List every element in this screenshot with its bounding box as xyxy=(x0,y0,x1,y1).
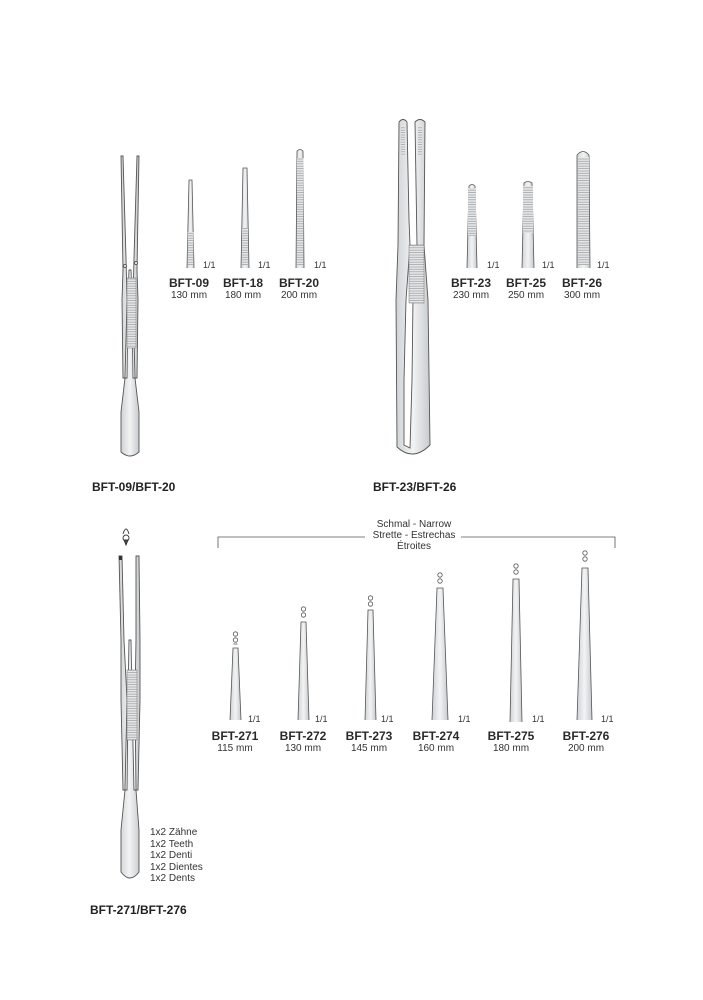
scale-label-bft274: 1/1 xyxy=(458,714,471,724)
product-item-bft23 xyxy=(444,276,498,301)
forceps-illustration-bft09-20 xyxy=(121,156,139,456)
scale-label-bft26: 1/1 xyxy=(597,260,610,270)
product-length: 180 mm xyxy=(224,290,262,301)
narrow-header-line2: Strette - Estrechas xyxy=(372,530,456,541)
product-length: 300 mm xyxy=(563,290,601,301)
scale-label-bft20: 1/1 xyxy=(314,260,327,270)
teeth-note-it: 1x2 Denti xyxy=(150,850,193,861)
scale-label-bft09: 1/1 xyxy=(203,260,216,270)
scale-label-bft23: 1/1 xyxy=(487,260,500,270)
tip-illustration-bft23 xyxy=(467,185,477,269)
tip-illustration-bft276 xyxy=(577,551,592,720)
tip-illustration-bft25 xyxy=(522,182,534,269)
product-code: BFT-273 xyxy=(345,729,393,743)
narrow-header-line3: Étroites xyxy=(397,541,431,552)
product-item-bft274 xyxy=(406,729,466,754)
tip-illustration-bft274 xyxy=(432,573,448,720)
tip-illustration-bft272 xyxy=(298,607,309,720)
tip-illustration-bft273 xyxy=(365,596,376,720)
product-item-bft271 xyxy=(205,729,265,754)
product-code: BFT-25 xyxy=(505,276,546,290)
product-length: 115 mm xyxy=(217,743,253,754)
narrow-header xyxy=(360,519,468,552)
product-item-bft275 xyxy=(481,729,541,754)
teeth-note xyxy=(150,827,203,885)
product-code: BFT-23 xyxy=(450,276,491,290)
product-item-bft20 xyxy=(272,276,326,301)
narrow-header-line1: Schmal - Narrow xyxy=(376,519,452,530)
scale-label-bft275: 1/1 xyxy=(532,714,545,724)
product-length: 180 mm xyxy=(492,743,530,754)
tip-illustration-bft271 xyxy=(230,632,241,720)
teeth-note-en: 1x2 Teeth xyxy=(150,838,194,850)
scale-label-bft18: 1/1 xyxy=(258,260,271,270)
product-length: 130 mm xyxy=(170,290,208,301)
product-length: 145 mm xyxy=(350,743,388,754)
product-code: BFT-271 xyxy=(211,729,259,743)
scale-label-bft273: 1/1 xyxy=(381,714,394,724)
product-code: BFT-275 xyxy=(487,729,535,743)
teeth-detail-icon xyxy=(123,529,129,545)
scale-label-bft272: 1/1 xyxy=(315,714,328,724)
product-code: BFT-09 xyxy=(168,276,209,290)
forceps-illustration-bft23-26 xyxy=(396,120,430,455)
product-length: 250 mm xyxy=(507,290,545,301)
scale-label-bft25: 1/1 xyxy=(542,260,555,270)
tip-illustration-bft20 xyxy=(296,150,304,269)
product-item-bft25 xyxy=(499,276,553,301)
product-length: 200 mm xyxy=(567,743,605,754)
product-item-bft26 xyxy=(555,276,609,301)
product-length: 230 mm xyxy=(452,290,490,301)
forceps-illustration-bft271-276 xyxy=(119,556,140,878)
scale-label-bft271: 1/1 xyxy=(248,714,261,724)
group-title-bft23-26: BFT-23/BFT-26 xyxy=(373,480,457,494)
tip-illustration-bft275 xyxy=(510,564,522,722)
product-code: BFT-26 xyxy=(561,276,602,290)
tip-illustration-bft18 xyxy=(241,168,249,268)
group-title-bft271-276: BFT-271/BFT-276 xyxy=(90,903,187,917)
product-length: 160 mm xyxy=(417,743,455,754)
teeth-note-de: 1x2 Zähne xyxy=(150,827,198,838)
teeth-note-fr: 1x2 Dents xyxy=(150,873,196,884)
product-code: BFT-272 xyxy=(279,729,327,743)
product-item-bft09 xyxy=(162,276,216,301)
group-title-bft09-20: BFT-09/BFT-20 xyxy=(92,480,176,494)
product-item-bft18 xyxy=(216,276,270,301)
tip-illustration-bft09 xyxy=(187,180,194,268)
product-code: BFT-18 xyxy=(222,276,263,290)
product-item-bft273 xyxy=(339,729,399,754)
product-item-bft276 xyxy=(556,729,616,754)
product-length: 130 mm xyxy=(284,743,322,754)
product-code: BFT-274 xyxy=(412,729,460,743)
product-length: 200 mm xyxy=(280,290,318,301)
product-code: BFT-20 xyxy=(278,276,319,290)
scale-label-bft276: 1/1 xyxy=(601,714,614,724)
tip-illustration-bft26 xyxy=(577,152,590,269)
product-code: BFT-276 xyxy=(562,729,610,743)
product-item-bft272 xyxy=(273,729,333,754)
teeth-note-es: 1x2 Dientes xyxy=(150,861,203,873)
